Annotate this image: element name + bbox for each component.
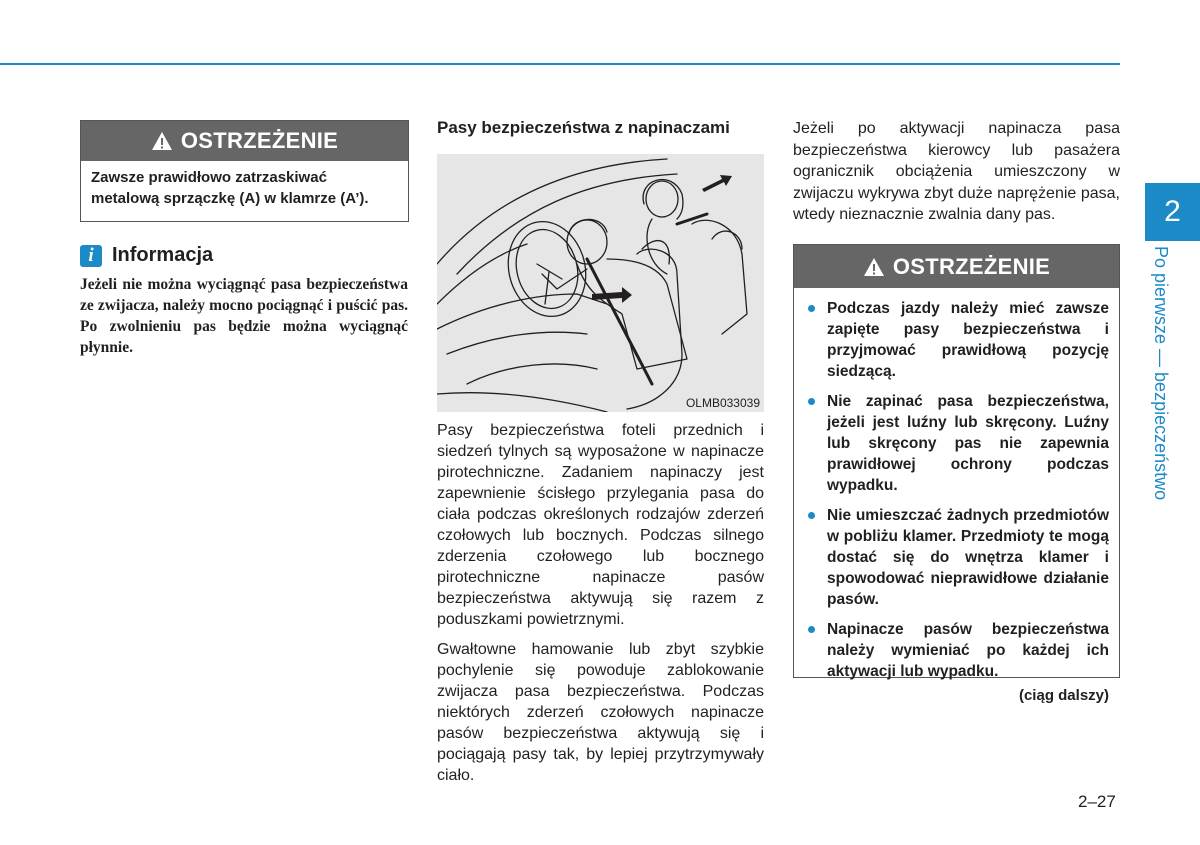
list-item: Nie umieszczać żadnych przedmiotów w pobliżu klamer. Przedmioty te mogą dostać się do wnętrza klamer i spowodować nieprawidłowe działanie pasów. [806,505,1109,610]
info-icon: i [80,245,102,267]
warning-box-belts [793,244,1120,704]
page-number: 2–27 [1078,792,1116,811]
list-item: Napinacze pasów bezpieczeństwa należy wymieniać po każdej ich aktywacji lub wypadku. [806,619,1109,682]
list-item: Nie zapinać pasa bezpieczeństwa, jeżeli jest luźny lub skręcony. Luźny lub skręcony pas nie zapewnia prawidłowej ochrony podczas wypadku. [806,391,1109,496]
warning-title: OSTRZEŻENIE [892,253,1051,279]
warning-title: OSTRZEŻENIE [180,128,339,153]
header-rule [0,63,1120,65]
warning-box-buckle [80,120,409,222]
chapter-label [1150,246,1180,506]
middle-body [437,420,764,795]
warning-header [794,245,1119,288]
figure-code: OLMB033039 [685,396,760,410]
car-interior-illustration [437,154,764,412]
section-heading: Pasy bezpieczeństwa z napinaczami [437,118,730,137]
paragraph: Gwałtowne hamowanie lub zbyt szybkie pochylenie się powoduje zablokowanie zwijacza pasa bezpieczeństwa. Podczas niektórych zderzeń czołowych napinacze pasów bezpieczeństwa aktywują się i pociągają pasy tak, by lepiej przytrzymywały ciało. [437,641,764,784]
info-text: Jeżeli nie można wyciągnąć pasa bezpieczeństwa ze zwijacza, należy mocno pociągnąć i puścić pas. Po zwolnieniu pas będzie można wyciągnąć płynnie. [80,276,408,356]
warning-header [81,121,408,161]
warning-triangle-icon [863,257,885,277]
pretensioner-illustration [437,154,764,412]
info-title: Informacja [112,244,214,266]
info-heading [80,244,213,267]
continued-label: (ciąg dalszy) [1018,687,1109,704]
chapter-title: Po pierwsze — bezpieczeństwo [1151,246,1171,501]
right-paragraph: Jeżeli po aktywacji napinacza pasa bezpieczeństwa kierowcy lub pasażera ogranicznik obciążenia umieszczony w zwijaczu wykrywa zbyt duże naprężenie pasa, wtedy nieznacznie zwalnia dany pas. [793,120,1120,223]
warning-triangle-icon [151,131,173,151]
chapter-tab: 2 [1145,183,1200,241]
paragraph: Pasy bezpieczeństwa foteli przednich i siedzeń tylnych są wyposażone w napinacze pirotechniczne. Zadaniem napinaczy jest zapewnienie ścisłego przylegania pasa do ciała podczas określonych rodzajów zderzeń czołowych lub bocznych. Podczas silnego zderzenia czołowego lub bocznego pirotechniczne napinacze pasów bezpieczeństwa aktywują się razem z poduszkami powietrznymi. [437,422,764,628]
warning-text: Zawsze prawidłowo zatrzaskiwać metalową sprzączkę (A) w klamrze (A’). [91,169,369,207]
list-item: Podczas jazdy należy mieć zawsze zapięte pasy bezpieczeństwa i przyjmować prawidłową pozycję siedzącą. [806,298,1109,382]
warning-list [794,288,1119,682]
